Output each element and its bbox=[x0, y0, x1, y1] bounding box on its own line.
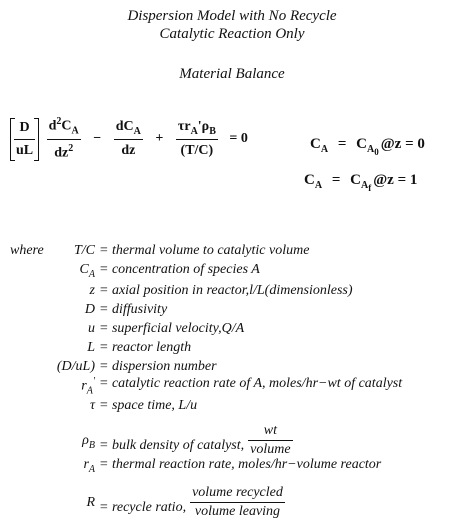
a-sub-3: A bbox=[190, 125, 198, 137]
bc1-tail: @z = 0 bbox=[380, 136, 425, 152]
symbol-subscript: A bbox=[86, 385, 93, 397]
definition-text bbox=[99, 485, 285, 520]
symbol-subscript: A bbox=[88, 463, 95, 475]
definition-text bbox=[99, 243, 309, 259]
bc2-rhs-f: f bbox=[368, 183, 372, 193]
definition-description: = diffusivity bbox=[99, 302, 168, 317]
b-sub: B bbox=[209, 125, 216, 137]
definition-text bbox=[99, 283, 353, 299]
definition-text bbox=[99, 321, 244, 337]
a-sub: A bbox=[71, 125, 79, 137]
symbol-base: C bbox=[79, 262, 89, 277]
definition-row bbox=[0, 485, 464, 519]
fraction-denominator: volume bbox=[250, 442, 291, 457]
c-symbol: C bbox=[61, 118, 72, 134]
bracket-numerator: D bbox=[19, 119, 30, 135]
dz-denominator: dz bbox=[54, 146, 69, 162]
boundary-condition-2 bbox=[304, 172, 417, 193]
definition-symbol bbox=[86, 495, 95, 511]
tau-r-symbol: τr bbox=[177, 118, 191, 134]
symbol-subscript: B bbox=[88, 439, 95, 451]
second-derivative-term bbox=[47, 116, 81, 162]
definition-description: = axial position in reactor,l/L(dimensionless) bbox=[99, 283, 353, 298]
bc1-rhs-c: C bbox=[356, 136, 367, 152]
symbol-base: τ bbox=[89, 398, 95, 413]
definition-symbol bbox=[90, 283, 95, 299]
definition-description: = thermal volume to catalytic volume bbox=[99, 243, 310, 258]
symbol-base: D bbox=[84, 302, 95, 317]
material-balance-equation bbox=[10, 116, 248, 162]
definition-row bbox=[0, 376, 464, 400]
title-line-1: Dispersion Model with No Recycle bbox=[127, 8, 337, 24]
definition-text bbox=[99, 302, 167, 318]
equals-zero: = 0 bbox=[229, 131, 248, 147]
bc2-a-sub: A bbox=[314, 180, 323, 191]
definition-symbol bbox=[87, 340, 95, 356]
bc1-a-sub: A bbox=[320, 144, 329, 155]
definition-symbol bbox=[80, 262, 95, 280]
bc2-rhs-a: A bbox=[360, 180, 369, 191]
symbol-base: T/C bbox=[73, 243, 95, 258]
bc1-rhs-zero: 0 bbox=[374, 147, 379, 157]
definition-symbol bbox=[81, 376, 95, 396]
bc2-rhs-c: C bbox=[350, 172, 361, 188]
symbol-base: (D/uL) bbox=[56, 359, 95, 374]
symbol-base: z bbox=[89, 283, 95, 298]
definition-description: = space time, L/u bbox=[99, 398, 198, 413]
fraction-numerator: wt bbox=[263, 423, 277, 438]
title-line-2: Catalytic Reaction Only bbox=[159, 26, 305, 42]
bc2-c: C bbox=[304, 172, 315, 188]
definition-text bbox=[99, 376, 402, 392]
symbol-base: r bbox=[83, 457, 89, 472]
d-symbol: d bbox=[48, 118, 57, 134]
symbol-base: u bbox=[88, 321, 95, 336]
definition-description: = bulk density of catalyst, bbox=[99, 437, 245, 453]
definition-symbol bbox=[83, 457, 95, 475]
definition-text bbox=[99, 359, 217, 375]
fraction-denominator: volume leaving bbox=[194, 504, 281, 519]
den-order-sup: 2 bbox=[68, 143, 74, 155]
definition-description: = reactor length bbox=[99, 340, 192, 355]
dispersion-fraction bbox=[14, 118, 35, 161]
symbol-prime: ' bbox=[92, 376, 95, 387]
minus-sign: − bbox=[93, 131, 102, 147]
definition-symbol bbox=[85, 302, 95, 318]
plus-sign: + bbox=[155, 131, 164, 147]
definition-description: = dispersion number bbox=[99, 359, 217, 374]
bc1-equals: = bbox=[337, 136, 347, 152]
section-heading: Material Balance bbox=[179, 66, 285, 82]
bc1-c: C bbox=[310, 136, 321, 152]
order-sup: 2 bbox=[56, 116, 62, 127]
bracket-denominator: uL bbox=[16, 142, 34, 158]
symbol-base: ρ bbox=[82, 433, 89, 448]
definition-symbol bbox=[88, 321, 95, 337]
definition-text bbox=[99, 398, 197, 414]
where-label: where bbox=[10, 243, 44, 258]
definition-row bbox=[0, 423, 464, 457]
a-sub-2: A bbox=[133, 125, 141, 137]
definition-symbol bbox=[57, 359, 95, 375]
definition-description: = catalytic reaction rate of A, moles/hr−wt of catalyst bbox=[99, 376, 403, 391]
fraction-numerator: volume recycled bbox=[192, 485, 283, 500]
definition-text bbox=[99, 340, 191, 356]
definition-row bbox=[0, 457, 464, 481]
first-derivative-term bbox=[114, 119, 143, 160]
definition-description: = recycle ratio, bbox=[99, 499, 187, 515]
bc2-tail: @z = 1 bbox=[373, 172, 418, 188]
tc-denominator: (T/C) bbox=[180, 143, 214, 159]
definition-description: = thermal reaction rate, moles/hr−volume reactor bbox=[99, 457, 382, 472]
definition-text bbox=[99, 457, 381, 473]
symbol-base: R bbox=[86, 495, 95, 510]
definition-symbol bbox=[90, 398, 95, 414]
definition-fraction bbox=[190, 485, 285, 520]
bc1-rhs-a: A bbox=[366, 144, 375, 155]
bc2-equals: = bbox=[331, 172, 341, 188]
definition-symbol bbox=[82, 433, 95, 451]
definition-fraction bbox=[248, 423, 292, 458]
symbol-base: L bbox=[87, 340, 95, 355]
prime-rho-symbol: 'ρ bbox=[197, 118, 210, 134]
dc-symbol: dC bbox=[115, 118, 134, 134]
dz-denominator-2: dz bbox=[121, 143, 136, 159]
definition-text bbox=[99, 423, 293, 458]
reaction-term bbox=[176, 119, 218, 160]
definition-description: = superficial velocity,Q/A bbox=[99, 321, 245, 336]
symbol-base: r bbox=[81, 378, 87, 394]
boundary-condition-1 bbox=[310, 136, 425, 157]
definition-text bbox=[99, 262, 260, 278]
definition-row bbox=[0, 398, 464, 422]
symbol-subscript: A bbox=[88, 268, 95, 280]
definition-description: = concentration of species A bbox=[99, 262, 260, 277]
definition-symbol bbox=[74, 243, 95, 259]
